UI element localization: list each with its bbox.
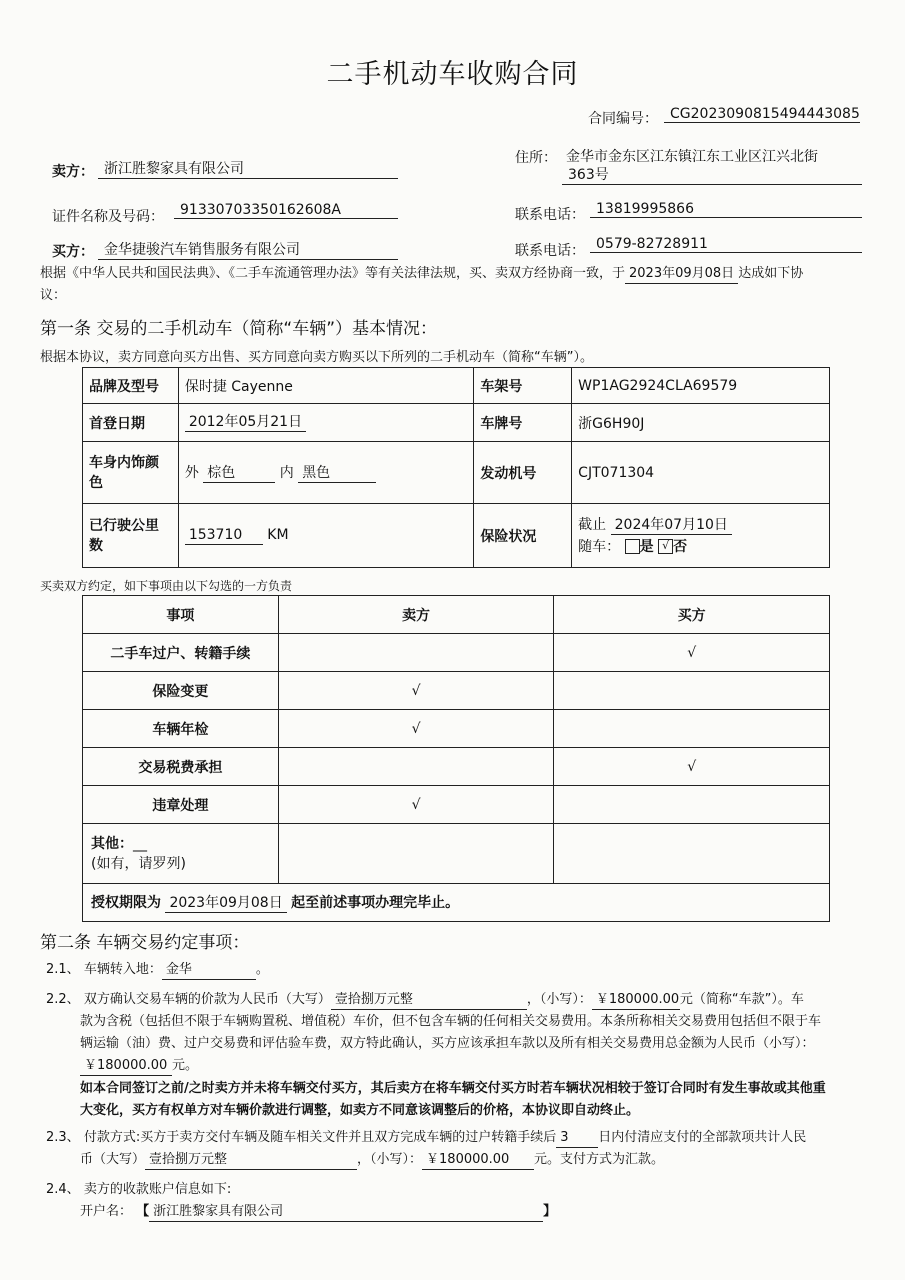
duty-seller-check: √ [278,672,554,710]
clause-2-2 [46,989,876,1077]
clause-2-1-end: 。 [255,962,269,977]
duty-item: 违章处理 [83,786,279,824]
duty-buyer-check: √ [554,634,830,672]
duty-buyer-check [554,786,830,824]
account-holder-value: 浙江胜黎家具有限公司 [149,1203,543,1222]
auth-suffix: 起至前述事项办理完毕止。 [291,895,460,911]
adjustment-line2: 大变化，买方有权单方对车辆价款进行调整，如卖方不同意该调整后的价格，本协议即自动终止。 [80,1103,640,1118]
duties-table [82,595,830,922]
clause-2-3-text: 付款方式:买方于卖方交付车辆及随车相关文件并且双方完成车辆的过户转籍手续后 [83,1130,557,1145]
contract-title: 二手机动车收购合同 [326,59,579,90]
preamble-text-end: 达成如下协 [738,266,804,281]
vin-label: 车架号 [474,368,572,404]
preamble-date: 2023年09月08日 [625,265,738,284]
ext-color-prefix: 外 [184,465,199,481]
clause-2-2-text-end: 元（简称“车款”）。车 [679,992,804,1007]
duties-header-seller: 卖方 [278,596,554,634]
other-value: __ [133,835,147,852]
int-color-value: 黑色 [298,464,376,483]
contract-no-value: CG2023090815494443085 [664,106,860,123]
insurance-follow-label: 随车： [578,538,621,555]
total-amount: ￥180000.00 [80,1057,172,1076]
duty-item: 二手车过户、转籍手续 [83,634,279,672]
seller-label: 卖方： [52,164,94,180]
duties-intro: 买卖双方约定，如下事项由以下勾选的一方负责 [40,579,293,593]
clause-2-3-no: 2.3、 [46,1130,80,1145]
duty-buyer-check [554,672,830,710]
clause-2-1-text: 车辆转入地： [83,962,162,977]
int-color-prefix: 内 [279,465,294,481]
bracket-close: 】 [543,1204,557,1219]
checkbox-no[interactable]: √ [658,539,673,554]
mileage-label: 已行驶公里数 [83,504,179,568]
insurance-no-label: 否 [673,538,688,555]
clause-2-1 [46,959,269,981]
engine-label: 发动机号 [474,442,572,504]
ext-color-value: 棕色 [203,464,275,483]
color-label: 车身内饰颜色 [83,442,179,504]
duty-item: 保险变更 [83,672,279,710]
price-upper: 壹拾捌万元整 [331,991,527,1010]
clause-2-3-lower-label: ，（小写）： [357,1152,423,1167]
seller-phone-value: 13819995866 [590,201,862,218]
payment-days: 3 [556,1129,598,1148]
duty-seller-check [278,748,554,786]
clause-2-4-no: 2.4、 [46,1182,80,1197]
clause-2-2-total-end: 元。 [172,1058,199,1073]
clause-2-3 [46,1127,876,1171]
adjustment-clause [80,1078,880,1122]
seller-id-value: 91330703350162608A [174,202,398,219]
insurance-label: 保险状况 [474,504,572,568]
duty-buyer-check: √ [554,748,830,786]
clause-2-4-text: 卖方的收款账户信息如下: [83,1182,232,1197]
insurance-yes-label: 是 [639,538,654,555]
payment-lower: ￥180000.00 [422,1151,534,1170]
brand-label: 品牌及型号 [83,368,179,404]
mileage-unit: KM [267,527,289,543]
auth-date: 2023年09月08日 [165,894,286,913]
checkbox-yes[interactable] [625,539,640,554]
duty-buyer-check [554,710,830,748]
seller-address-label: 住所： [515,150,557,166]
contract-no-label: 合同编号： [588,111,658,127]
payment-upper: 壹拾捌万元整 [145,1151,357,1170]
clause-2-2-no: 2.2、 [46,992,80,1007]
bracket-open: 【 [136,1204,150,1219]
buyer-phone-value: 0579-82728911 [590,236,862,253]
clause-2-3-end: 元。支付方式为汇款。 [534,1152,665,1167]
seller-address-line1: 金华市金东区江东镇江东工业区江兴北街 [566,149,818,165]
reg-date-label: 首登日期 [83,404,179,442]
clause-2-2-line2: 款为含税（包括但不限于车辆购置税、增值税）车价，但不包含车辆的任何相关交易费用。本条所称相关交易费用包括但不限于车 [80,1014,822,1029]
vehicle-info-table [82,367,830,568]
buyer-name: 金华捷骏汽车销售服务有限公司 [98,239,398,260]
seller-id-label: 证件名称及号码： [52,209,164,225]
seller-phone-label: 联系电话： [515,207,585,223]
buyer-label: 买方： [52,244,94,260]
duty-seller-check: √ [278,786,554,824]
clause-2-2-lower-label: ，（小写）： [526,992,592,1007]
preamble-text: 根据《中华人民共和国民法典》、《二手车流通管理办法》等有关法律法规，买、卖双方经协商一致，于 [40,266,626,281]
clause-2-3-upper-label: 币（大写） [80,1152,146,1167]
brand-value: 保时捷 Cayenne [178,368,474,404]
clause-2-3-text-b: 日内付清应支付的全部款项共计人民 [598,1130,807,1145]
plate-value: 浙G6H90J [572,404,830,442]
insurance-until-date: 2024年07月10日 [611,516,732,535]
reg-date-value: 2012年05月21日 [185,413,306,432]
buyer-phone-label: 联系电话： [515,243,585,259]
duty-item: 车辆年检 [83,710,279,748]
duties-header-buyer: 买方 [554,596,830,634]
seller-address-line2: 363号 [562,164,862,185]
clause-2-2-text: 双方确认交易车辆的价款为人民币（大写） [83,992,331,1007]
article1-intro: 根据本协议，卖方同意向买方出售、买方同意向卖方购买以下所列的二手机动车（简称“车辆”）。 [40,350,593,365]
article2-title: 第二条 车辆交易约定事项： [40,933,250,953]
mileage-value: 153710 [185,526,263,545]
clause-2-1-no: 2.1、 [46,962,80,977]
duty-item: 交易税费承担 [83,748,279,786]
duty-seller-check: √ [278,710,554,748]
preamble-text-cont: 议： [40,288,67,303]
engine-value: CJT071304 [572,442,830,504]
other-label: 其他： [91,835,133,852]
seller-name: 浙江胜黎家具有限公司 [98,158,398,179]
clause-2-2-line3: 辆运输（油）费、过户交易费和评估验车费，双方特此确认，买方应该承担车款以及所有相关交易费用总金额为人民币（小写）： [80,1036,815,1051]
insurance-until-prefix: 截止 [578,516,607,533]
preamble [40,263,870,307]
account-holder-label: 开户名： [80,1204,133,1219]
article1-title: 第一条 交易的二手机动车（简称“车辆”）基本情况： [40,319,438,339]
other-note: (如有，请罗列) [91,855,186,872]
adjustment-line1: 如本合同签订之前/之时卖方并未将车辆交付买方，其后卖方在将车辆交付买方时若车辆状况相较于签订合同时有发生事故或其他重 [80,1081,826,1096]
vin-value: WP1AG2924CLA69579 [572,368,830,404]
price-lower: ￥180000.00 [592,991,680,1010]
plate-label: 车牌号 [474,404,572,442]
auth-label: 授权期限为 [91,895,161,911]
duty-seller-check [278,634,554,672]
destination-value: 金华 [162,961,256,980]
duties-header-item: 事项 [83,596,279,634]
clause-2-4 [46,1179,876,1223]
